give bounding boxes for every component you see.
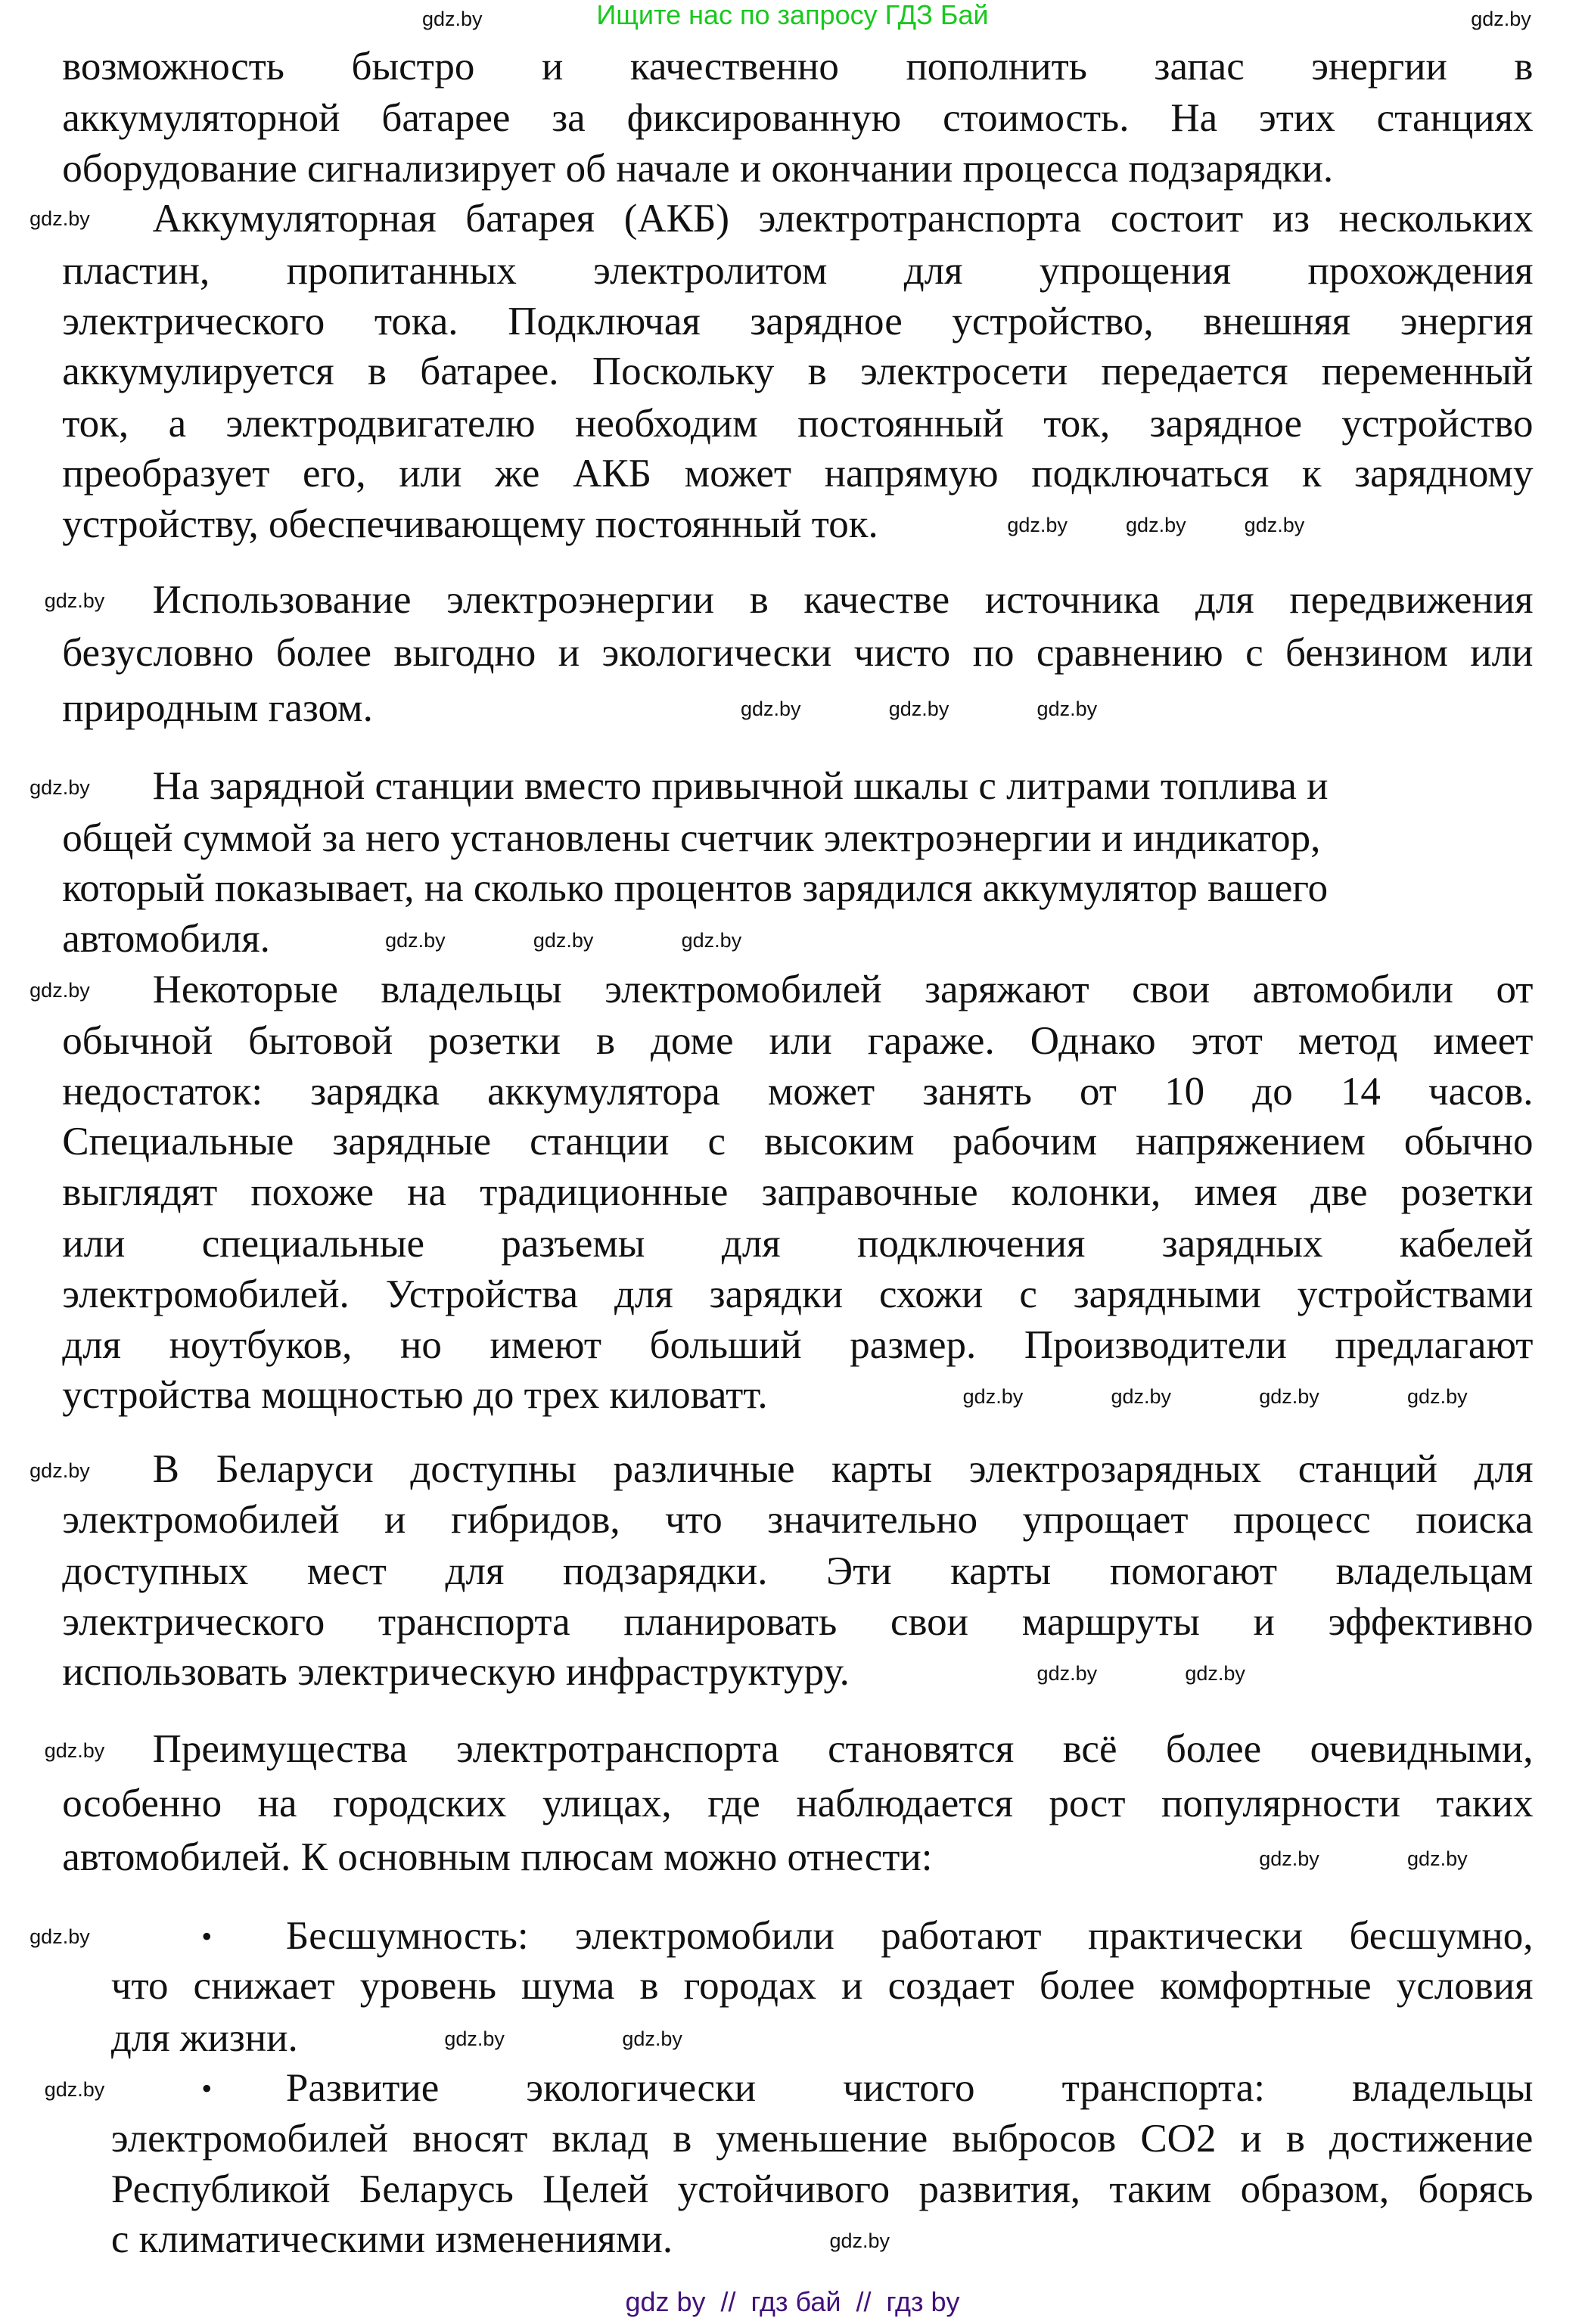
text-line: Республикой Беларусь Целей устойчивого развития, таким образом, борясь xyxy=(110,2167,1534,2211)
bullet-icon: • xyxy=(201,1919,213,1953)
text-line: электромобилей. Устройства для зарядки схожи с зарядными устройствами xyxy=(62,1272,1534,1316)
text-line: Развитие экологически чистого транспорта: владельцы xyxy=(285,2066,1534,2111)
footer-banner: gdz by // гдз бай // гдз by xyxy=(625,2286,960,2317)
watermark: gdz.by xyxy=(44,2077,105,2101)
watermark: gdz.by xyxy=(1185,1661,1245,1685)
watermark: gdz.by xyxy=(44,1738,105,1762)
text-line: доступных мест для подзарядки. Эти карты помогают владельцам xyxy=(62,1549,1534,1594)
text-line: аккумуляторной батарее за фиксированную стоимость. На этих станциях xyxy=(62,96,1534,141)
text-line: В Беларуси доступны различные карты электрозарядных станций для xyxy=(152,1446,1534,1491)
watermark: gdz.by xyxy=(829,2229,890,2252)
watermark: gdz.by xyxy=(533,928,594,952)
text-line: Бесшумность: электромобили работают практически бесшумно, xyxy=(285,1913,1534,1958)
text-line: ток, а электродвигателю необходим постоянный ток, зарядное устройство xyxy=(62,401,1534,446)
watermark: gdz.by xyxy=(30,979,90,1002)
watermark: gdz.by xyxy=(1036,1661,1098,1685)
bullet-icon: • xyxy=(201,2071,213,2106)
text-line: электрического транспорта планировать свои маршруты и эффективно xyxy=(62,1599,1534,1644)
watermark: gdz.by xyxy=(385,928,446,952)
text-line: электрического тока. Подключая зарядное устройство, внешняя энергия xyxy=(62,299,1534,343)
text-line: для ноутбуков, но имеют больший размер. Производители предлагают xyxy=(62,1322,1534,1367)
watermark: gdz.by xyxy=(681,928,742,952)
watermark: gdz.by xyxy=(962,1384,1024,1408)
text-line: Некоторые владельцы электромобилей заряжают свои автомобили от xyxy=(152,967,1534,1011)
watermark: gdz.by xyxy=(1259,1847,1319,1870)
text-line: Специальные зарядные станции с высоким рабочим напряжением обычно xyxy=(62,1120,1534,1164)
text-line: возможность быстро и качественно пополнить запас энергии в xyxy=(62,44,1534,89)
text-line: устройства мощностью до трех киловатт. xyxy=(62,1373,768,1418)
watermark: gdz.by xyxy=(30,1925,90,1949)
text-line: недостаток: зарядка аккумулятора может занять от 10 до 14 часов. xyxy=(62,1069,1534,1114)
text-line: или специальные разъемы для подключения зарядных кабелей xyxy=(62,1222,1534,1266)
watermark: gdz.by xyxy=(1126,514,1186,537)
text-line: оборудование сигнализирует об начале и окончании процесса подзарядки. xyxy=(62,146,1334,191)
header-banner: Ищите нас по запросу ГДЗ Бай xyxy=(596,0,989,30)
text-line: Преимущества электротранспорта становятся всё более очевидными, xyxy=(152,1727,1534,1772)
watermark: gdz.by xyxy=(1407,1384,1468,1408)
watermark: gdz.by xyxy=(622,2027,682,2051)
text-line: что снижает уровень шума в городах и создает более комфортные условия xyxy=(110,1964,1534,2009)
watermark: gdz.by xyxy=(1244,514,1305,537)
watermark: gdz.by xyxy=(1259,1384,1319,1408)
text-line: который показывает, на сколько процентов зарядился аккумулятор вашего xyxy=(62,866,1329,911)
text-line: устройству, обеспечивающему постоянный ток. xyxy=(62,502,878,546)
text-line: автомобиля. xyxy=(62,917,270,962)
watermark: gdz.by xyxy=(30,1459,90,1482)
text-line: аккумулируется в батарее. Поскольку в электросети передается переменный xyxy=(62,350,1534,394)
watermark: gdz.by xyxy=(888,698,949,721)
text-line: общей суммой за него установлены счетчик электроэнергии и индикатор, xyxy=(62,816,1321,860)
text-line: электромобилей вносят вклад в уменьшение выбросов CO2 и в достижение xyxy=(110,2116,1534,2161)
watermark: gdz.by xyxy=(44,589,105,613)
watermark: gdz.by xyxy=(30,207,90,231)
text-line: для жизни. xyxy=(110,2015,298,2060)
text-line: преобразует его, или же АКБ может напрямую подключаться к зарядному xyxy=(62,452,1534,496)
text-line: с климатическими изменениями. xyxy=(110,2217,673,2262)
watermark: gdz.by xyxy=(1471,7,1531,30)
watermark: gdz.by xyxy=(1007,514,1068,537)
text-line: особенно на городских улицах, где наблюдается рост популярности таких xyxy=(62,1782,1534,1826)
watermark: gdz.by xyxy=(1407,1847,1468,1870)
watermark: gdz.by xyxy=(1036,698,1098,721)
watermark: gdz.by xyxy=(422,7,483,30)
text-line: безусловно более выгодно и экологически чисто по сравнению с бензином или xyxy=(62,631,1534,676)
text-line: использовать электрическую инфраструктуру. xyxy=(62,1650,850,1695)
text-line: На зарядной станции вместо привычной шкалы с литрами топлива и xyxy=(152,764,1329,809)
watermark: gdz.by xyxy=(444,2027,505,2051)
watermark: gdz.by xyxy=(1111,1384,1172,1408)
text-line: электромобилей и гибридов, что значительно упрощает процесс поиска xyxy=(62,1497,1534,1542)
text-line: Аккумуляторная батарея (АКБ) электротранспорта состоит из нескольких xyxy=(152,197,1534,241)
text-line: обычной бытовой розетки в доме или гараже. Однако этот метод имеет xyxy=(62,1019,1534,1064)
text-line: пластин, пропитанных электролитом для упрощения прохождения xyxy=(62,249,1534,294)
watermark: gdz.by xyxy=(740,698,801,721)
text-line: автомобилей. К основным плюсам можно отнести: xyxy=(62,1835,933,1879)
text-line: природным газом. xyxy=(62,685,373,730)
text-line: Использование электроэнергии в качестве источника для передвижения xyxy=(152,577,1534,622)
text-line: выглядят похоже на традиционные заправочные колонки, имея две розетки xyxy=(62,1170,1534,1214)
watermark: gdz.by xyxy=(30,775,90,799)
